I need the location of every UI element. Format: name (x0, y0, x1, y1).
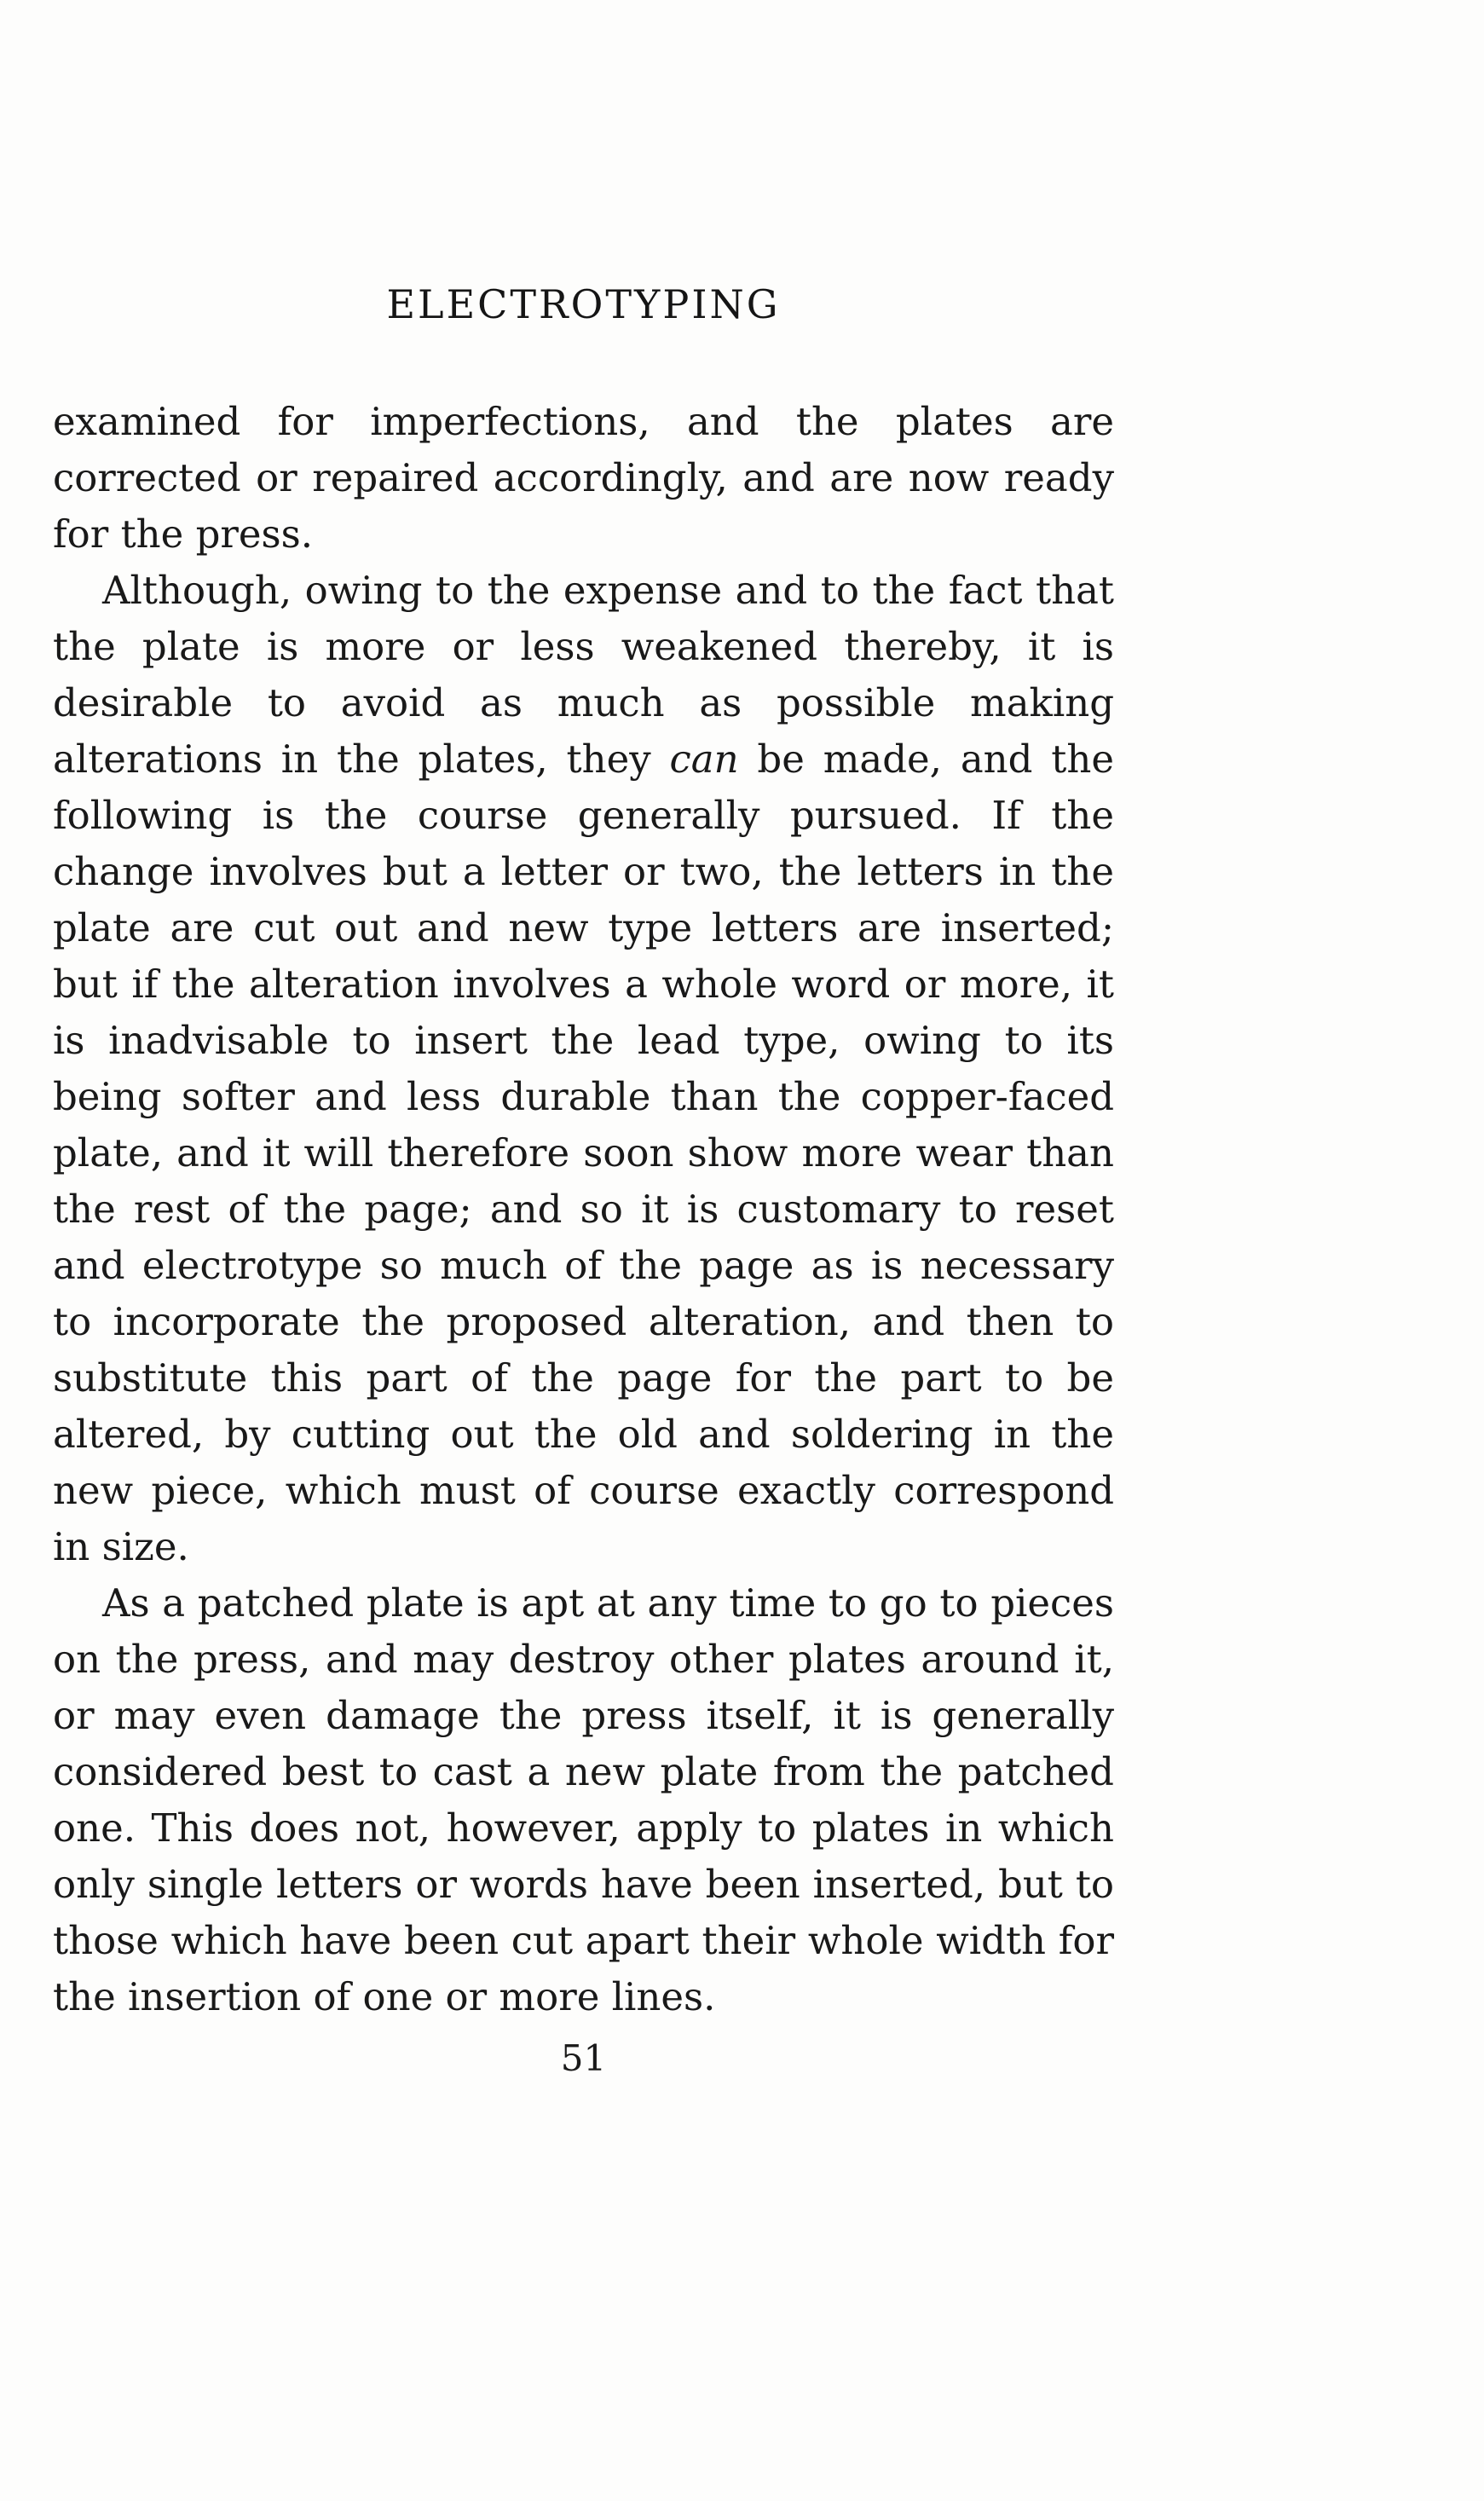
paragraph (53, 394, 1114, 563)
paragraph (53, 1575, 1114, 2025)
body-text (53, 394, 1114, 2025)
text-block (53, 281, 1114, 2079)
page-number: 51 (560, 2037, 607, 2079)
text-segment: be made, and the following is the course generally pursued. If the change involves but a letter or two, the letters in the plate are cut out and new type letters are inserted; but if the alteration involves a whole word or more, it is inadvisable to insert the lead type, owing to its being softer and less durable than the copper-faced plate, and it will therefore soon show more wear than the rest of the page; and so it is customary to reset and electrotype so much of the page as is necessary to incorporate the proposed alteration, and then to substitute this part of the page for the part to be altered, by cutting out the old and soldering in the new piece, which must of course exactly correspond in size. (53, 736, 1114, 1569)
text-segment: examined for imperfections, and the plates are corrected or repaired accordingly, and are now ready for the press. (53, 399, 1114, 557)
italic-text: can (669, 736, 739, 782)
paragraph (53, 563, 1114, 1575)
text-segment: As a patched plate is apt at any time to go to pieces on the press, and may destroy other plates around it, or may even damage the press itself, it is generally considered best to cast a new plate from the patched one. This does not, however, apply to plates in which only single letters or words have been inserted, but to those which have been cut apart their whole width for the insertion of one or more lines. (53, 1580, 1114, 2019)
text-segment: Although, owing to the expense and to the fact that the plate is more or less weakened thereby, it is desirable to avoid as much as possible making alterations in the plates, they (53, 568, 1114, 782)
running-header: ELECTROTYPING (386, 281, 781, 327)
